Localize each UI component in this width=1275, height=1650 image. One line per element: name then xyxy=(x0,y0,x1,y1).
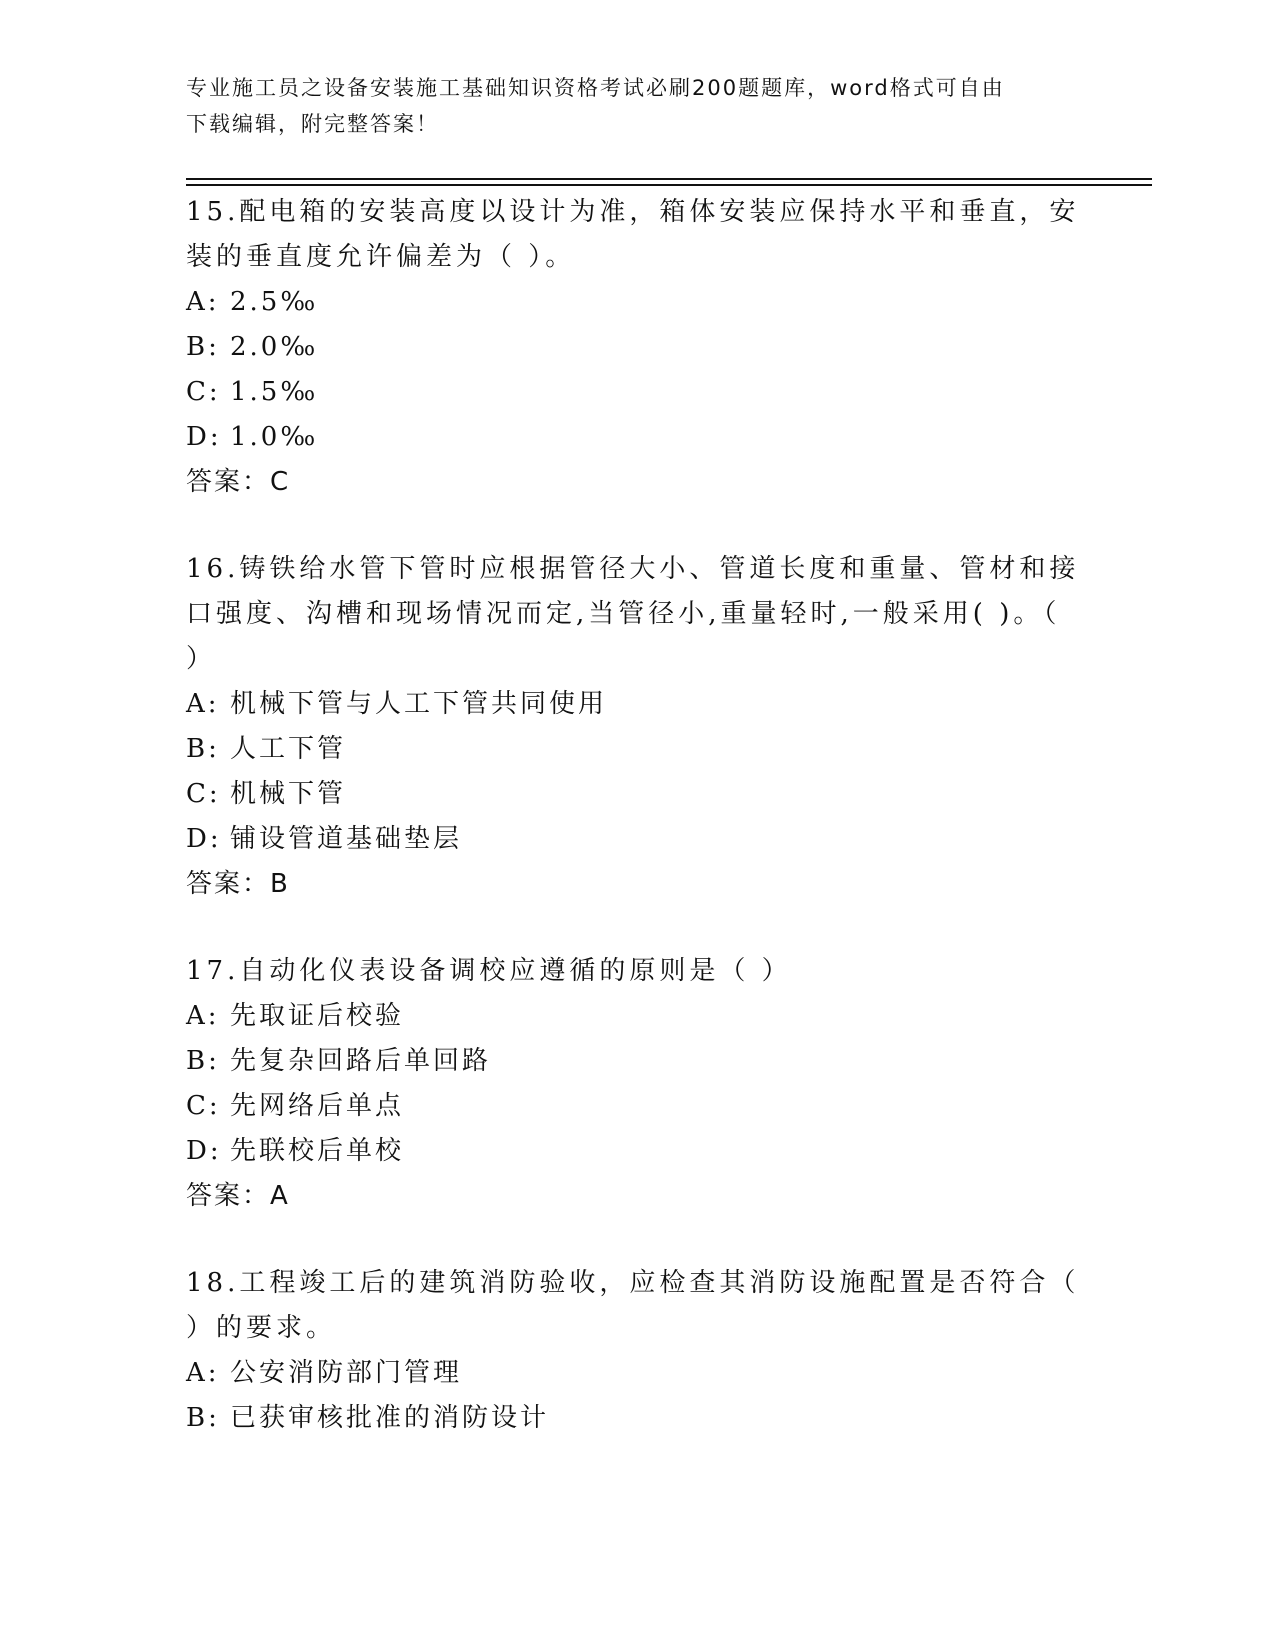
option-label: A: xyxy=(186,689,220,719)
option-text: 1.0‰ xyxy=(230,422,319,452)
option-label: D: xyxy=(186,824,222,854)
header-line-2: 下载编辑，附完整答案！ xyxy=(186,112,439,136)
option-c xyxy=(186,772,1086,817)
question-18 xyxy=(186,1261,1086,1441)
question-15 xyxy=(186,190,1086,505)
option-label: B: xyxy=(186,1046,220,1076)
option-text: 已获审核批准的消防设计 xyxy=(230,1403,550,1433)
option-text: 人工下管 xyxy=(230,734,347,764)
option-b xyxy=(186,727,1086,772)
answer-line: 答案：C xyxy=(186,467,291,497)
question-stem: 18.工程竣工后的建筑消防验收，应检查其消防设施配置是否符合（ ）的要求。 xyxy=(186,1268,1080,1343)
option-text: 公安消防部门管理 xyxy=(230,1358,463,1388)
option-d xyxy=(186,1129,1086,1174)
option-label: A: xyxy=(186,287,220,317)
option-b xyxy=(186,1039,1086,1084)
option-label: D: xyxy=(186,1136,222,1166)
option-label: C: xyxy=(186,1091,221,1121)
option-label: B: xyxy=(186,1403,220,1433)
option-text: 先取证后校验 xyxy=(230,1001,405,1031)
question-list xyxy=(186,190,1086,1483)
option-text: 1.5‰ xyxy=(230,377,319,407)
header-divider-bottom xyxy=(186,184,1152,186)
option-a xyxy=(186,1351,1086,1396)
header-line-1: 专业施工员之设备安装施工基础知识资格考试必刷200题题库，word格式可自由 xyxy=(186,76,1005,100)
option-c xyxy=(186,370,1086,415)
option-text: 铺设管道基础垫层 xyxy=(230,824,463,854)
option-label: B: xyxy=(186,332,220,362)
option-c xyxy=(186,1084,1086,1129)
option-text: 2.5‰ xyxy=(230,287,319,317)
option-d xyxy=(186,415,1086,460)
option-label: A: xyxy=(186,1001,220,1031)
question-stem: 16.铸铁给水管下管时应根据管径大小、管道长度和重量、管材和接口强度、沟槽和现场情况而定,当管径小,重量轻时,一般采用( )。（ ） xyxy=(186,554,1080,674)
option-text: 先网络后单点 xyxy=(230,1091,405,1121)
option-text: 先联校后单校 xyxy=(230,1136,405,1166)
option-text: 机械下管 xyxy=(230,779,347,809)
answer-line: 答案：B xyxy=(186,869,290,899)
document-header xyxy=(186,70,1086,142)
question-17 xyxy=(186,949,1086,1219)
option-a xyxy=(186,682,1086,727)
option-d xyxy=(186,817,1086,862)
option-label: B: xyxy=(186,734,220,764)
question-16 xyxy=(186,547,1086,907)
answer-line: 答案：A xyxy=(186,1181,290,1211)
question-stem: 17.自动化仪表设备调校应遵循的原则是（ ） xyxy=(186,956,792,986)
option-text: 先复杂回路后单回路 xyxy=(230,1046,492,1076)
option-label: C: xyxy=(186,377,221,407)
option-text: 机械下管与人工下管共同使用 xyxy=(230,689,608,719)
option-a xyxy=(186,994,1086,1039)
option-b xyxy=(186,325,1086,370)
option-label: C: xyxy=(186,779,221,809)
option-label: A: xyxy=(186,1358,220,1388)
option-label: D: xyxy=(186,422,222,452)
header-divider-top xyxy=(186,178,1152,180)
option-a xyxy=(186,280,1086,325)
option-text: 2.0‰ xyxy=(230,332,319,362)
question-stem: 15.配电箱的安装高度以设计为准，箱体安装应保持水平和垂直，安装的垂直度允许偏差为（ ）。 xyxy=(186,197,1080,272)
option-b xyxy=(186,1396,1086,1441)
